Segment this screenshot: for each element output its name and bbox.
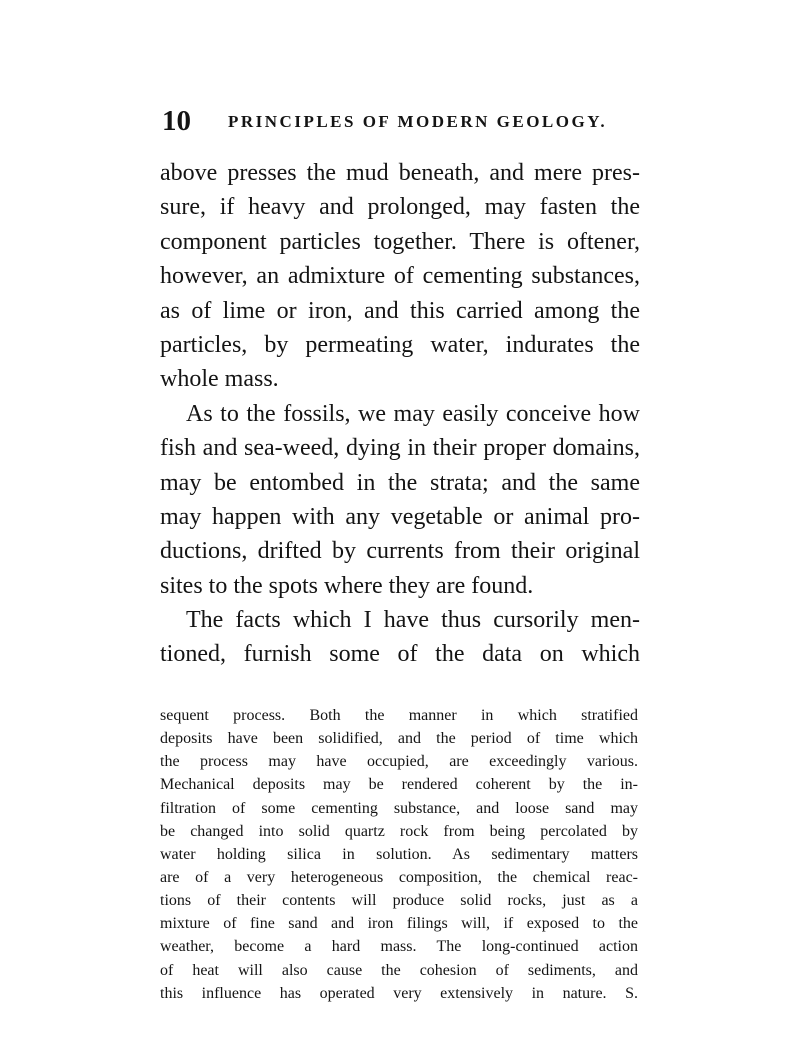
body-line: as of lime or iron, and this carried among the	[160, 297, 640, 324]
footnote-line: this influence has operated very extensively in nature. S.	[160, 984, 638, 1002]
footnote-line: the process may have occupied, are exceedingly various.	[160, 753, 638, 771]
footnote-line: sequent process. Both the manner in which stratified	[160, 707, 638, 724]
footnote-line: mixture of fine sand and iron filings will, if exposed to the	[160, 915, 638, 933]
body-line: fish and sea-weed, dying in their proper domains,	[160, 435, 640, 462]
footnote-line: deposits have been solidified, and the period of time which	[160, 730, 638, 748]
body-line: sites to the spots where they are found.	[160, 572, 534, 599]
footnote-line: of heat will also cause the cohesion of sediments, and	[160, 961, 638, 979]
footnote-line: filtration of some cementing substance, and loose sand may	[160, 799, 638, 817]
footnote	[160, 704, 638, 1005]
body-line: The facts which I have thus cursorily men-	[186, 607, 640, 634]
running-title: PRINCIPLES OF MODERN GEOLOGY.	[228, 112, 608, 131]
body-line: particles, by permeating water, indurates the	[160, 331, 640, 358]
body-line: component particles together. There is oftener,	[160, 228, 640, 255]
body-line: however, an admixture of cementing substances,	[160, 263, 640, 290]
page-number: 10	[162, 105, 191, 137]
body-line: sure, if heavy and prolonged, may fasten the	[160, 194, 640, 221]
body-line: may be entombed in the strata; and the same	[160, 469, 640, 496]
body-line: ductions, drifted by currents from their original	[160, 538, 640, 565]
footnote-line: weather, become a hard mass. The long-continued action	[160, 938, 638, 956]
body-text	[160, 156, 640, 672]
body-line: may happen with any vegetable or animal pro-	[160, 503, 640, 530]
footnote-line: are of a very heterogeneous composition, the chemical reac-	[160, 868, 638, 886]
page-header	[162, 101, 638, 141]
body-line: above presses the mud beneath, and mere pres-	[160, 160, 640, 186]
body-line: As to the fossils, we may easily conceive how	[186, 400, 640, 427]
footnote-line: be changed into solid quartz rock from being percolated by	[160, 822, 638, 840]
body-line: whole mass.	[160, 366, 279, 393]
footnote-line: tions of their contents will produce solid rocks, just as a	[160, 892, 638, 910]
footnote-line: water holding silica in solution. As sedimentary matters	[160, 845, 638, 863]
body-line: tioned, furnish some of the data on which	[160, 641, 640, 668]
footnote-line: Mechanical deposits may be rendered coherent by the in-	[160, 776, 638, 794]
